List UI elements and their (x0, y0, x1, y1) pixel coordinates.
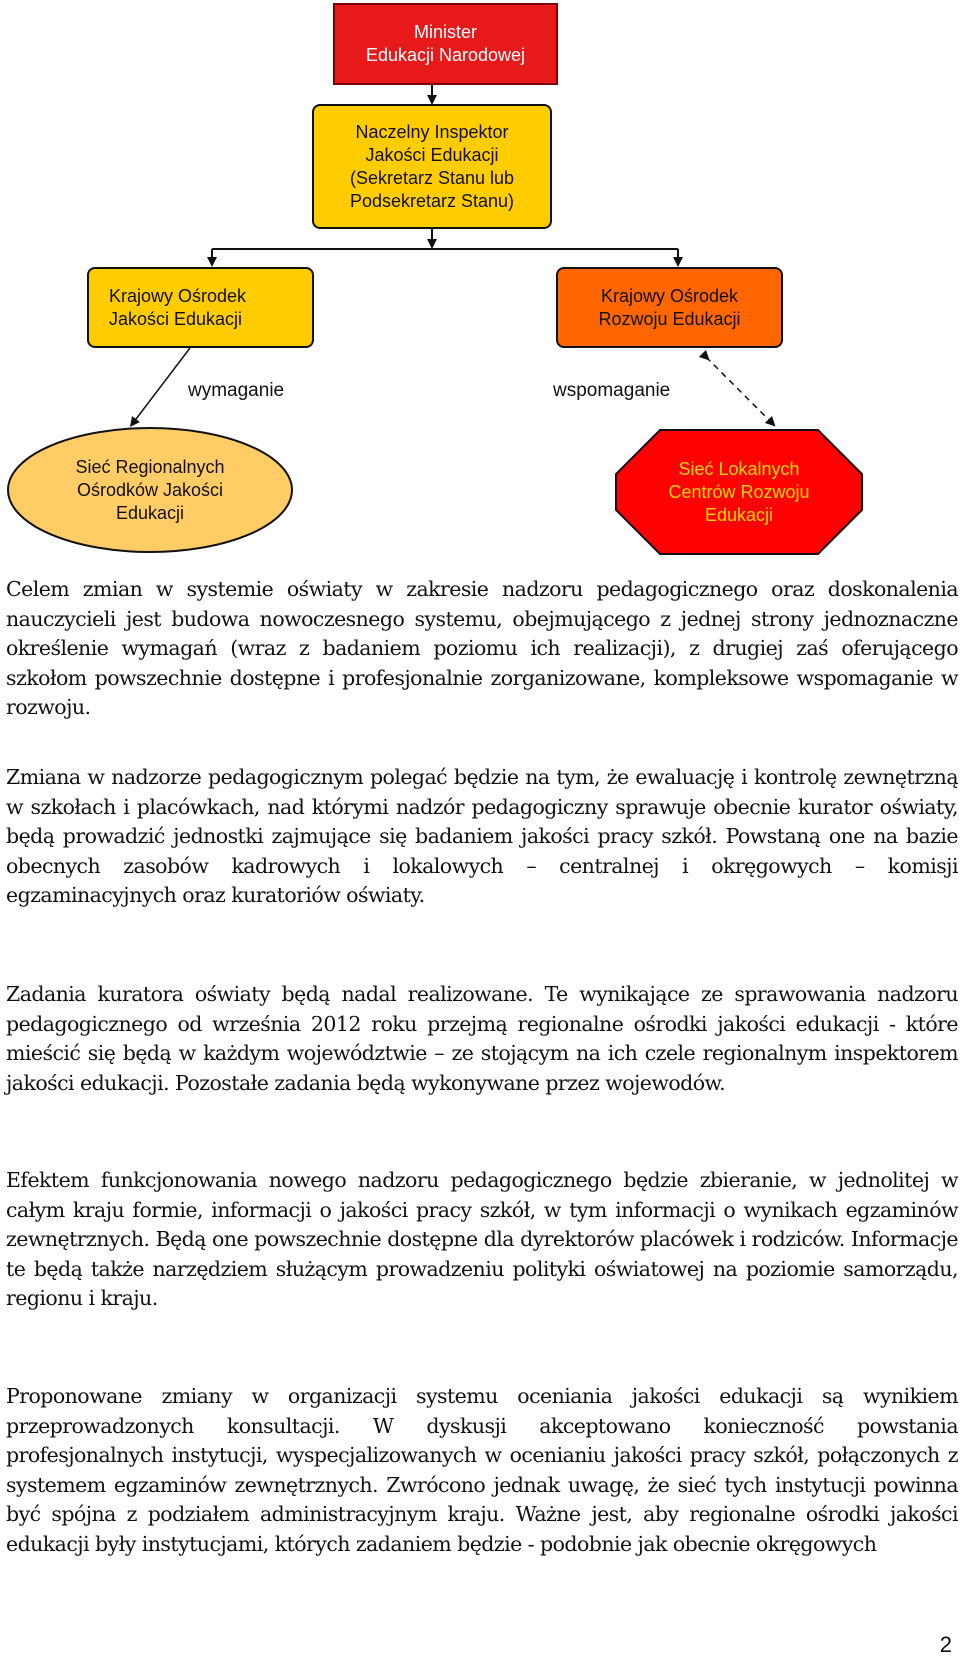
paragraph-goal: Celem zmian w systemie oświaty w zakresie nadzoru pedagogicznego oraz doskonalenia nauczycieli jest budowa nowoczesnego systemu, obejmującego z jednej strony jednoznaczne określenie wymagań (wraz z badaniem poziomu ich realizacji), z drugiej zaś oferującego szkołom powszechnie dostępne i profesjonalnie zorganizowane, kompleksowe wspomaganie w rozwoju. (6, 577, 958, 719)
paragraph-curator: Zadania kuratora oświaty będą nadal realizowane. Te wynikające ze sprawowania nadzoru pedagogicznego od września 2012 roku przejmą regionalne ośrodki jakości edukacji - które mieścić się będą w każdym województwie – ze stojącym na ich czele regionalnym inspektorem jakości edukacji. Pozostałe zadania będą wykonywane przez wojewodów. (6, 982, 958, 1095)
requirement-label: wymaganie (188, 380, 285, 401)
regional-network-label: Sieć Regionalnych Ośrodków Jakości Edukacji (75, 456, 225, 523)
national-development-box: Krajowy Ośrodek Rozwoju Edukacji (556, 267, 783, 348)
requirement-arrow (133, 348, 190, 423)
paragraph-effect: Efektem funkcjonowania nowego nadzoru pedagogicznego będzie zbieranie, w jednolitej w całym kraju formie, informacji o jakości pracy szkół, w tym informacji o wynikach egzaminów zewnętrznych. Będą one powszechnie dostępne dla dyrektorów placówek i rodziców. Informacje te będą także narzędziem służącym prowadzeniu polityki oświatowej na poziomie samorządu, regionu i kraju. (6, 1168, 958, 1310)
national-quality-box: Krajowy Ośrodek Jakości Edukacji (87, 267, 314, 348)
paragraph-consultations: Proponowane zmiany w organizacji systemu oceniania jakości edukacji są wynikiem przeprowadzonych konsultacji. W dyskusji akceptowano konieczność powstania profesjonalnych instytucji, wyspecjalizowanych w ocenianiu jakości pracy szkół, połączonych z systemem egzaminów zewnętrznych. Zwrócono jednak uwagę, że sieć tych instytucji powinna być spójna z podziałem administracyjnym kraju. Ważne jest, aby regionalne ośrodki jakości edukacji były instytucjami, których zadaniem będzie - podobnie jak obecnie okręgowych (6, 1384, 958, 1556)
paragraph-change: Zmiana w nadzorze pedagogicznym polegać będzie na tym, że ewaluację i kontrolę zewnętrzną w szkołach i placówkach, nad którymi nadzór pedagogiczny sprawuje obecnie kurator oświaty, będą prowadzić jednostki zajmujące się badaniem jakości pracy szkół. Powstaną one na bazie obecnych zasobów kadrowych i lokalowych – centralnej i okręgowych – komisji egzaminacyjnych oraz kuratoriów oświaty. (6, 765, 958, 907)
minister-box: Minister Edukacji Narodowej (333, 3, 558, 85)
page-number: 2 (939, 1632, 952, 1657)
local-network-label: Sieć Lokalnych Centrów Rozwoju Edukacji (668, 458, 810, 525)
support-arrow (706, 357, 772, 423)
inspector-box: Naczelny Inspektor Jakości Edukacji (Sekretarz Stanu lub Podsekretarz Stanu) (312, 104, 552, 229)
support-label: wspomaganie (553, 380, 671, 401)
